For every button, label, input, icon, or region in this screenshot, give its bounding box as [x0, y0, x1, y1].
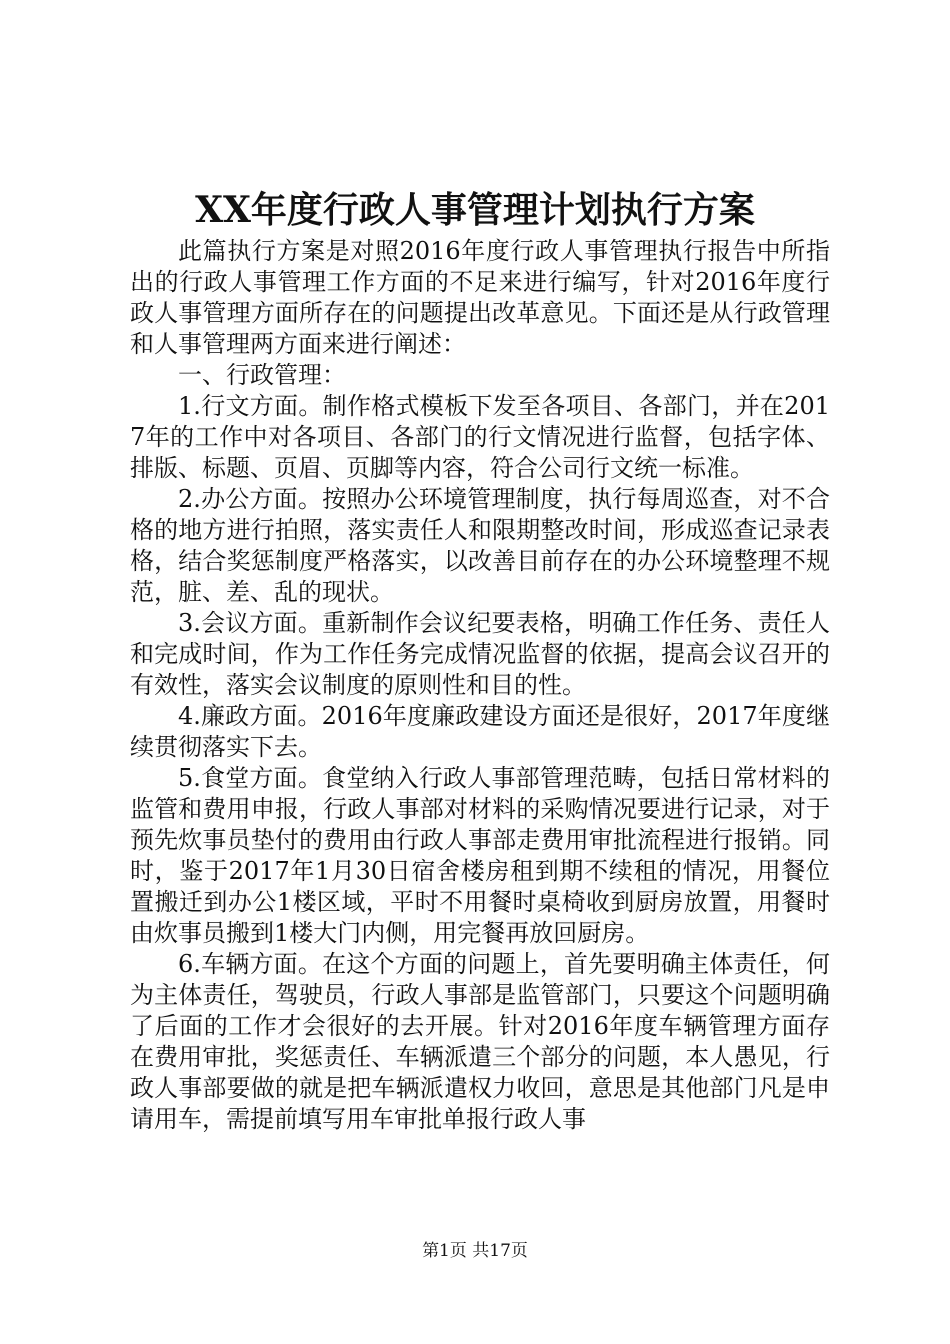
document-title: XX年度行政人事管理计划执行方案 — [195, 189, 755, 231]
paragraph-documents: 1.行文方面。制作格式模板下发至各项目、各部门，并在2017年的工作中对各项目、各部门的行文情况进行监督，包括字体、排版、标题、页眉、页脚等内容，符合公司行文统一标准。 — [130, 392, 830, 482]
paragraph-vehicles: 6.车辆方面。在这个方面的问题上，首先要明确主体责任，何为主体责任，驾驶员，行政人事部是监管部门，只要这个问题明确了后面的工作才会很好的去开展。针对2016年度车辆管理方面存在费用审批，奖惩责任、车辆派遣三个部分的问题，本人愚见，行政人事部要做的就是把车辆派遣权力收回，意思是其他部门凡是申请用车，需提前填写用车审批单报行政人事 — [130, 950, 830, 1133]
paragraph-integrity: 4.廉政方面。2016年度廉政建设方面还是很好，2017年度继续贯彻落实下去。 — [130, 702, 830, 761]
paragraph-canteen: 5.食堂方面。食堂纳入行政人事部管理范畴，包括日常材料的监管和费用申报，行政人事部对材料的采购情况要进行记录，对于预先炊事员垫付的费用由行政人事部走费用审批流程进行报销。同时，鉴于2017年1月30日宿舍楼房租到期不续租的情况，用餐位置搬迁到办公1楼区域，平时不用餐时桌椅收到厨房放置，用餐时由炊事员搬到1楼大门内侧，用完餐再放回厨房。 — [130, 764, 830, 947]
paragraph-office: 2.办公方面。按照办公环境管理制度，执行每周巡查，对不合格的地方进行拍照，落实责任人和限期整改时间，形成巡查记录表格，结合奖惩制度严格落实，以改善目前存在的办公环境整理不规范，脏、差、乱的现状。 — [130, 485, 830, 606]
paragraph-intro: 此篇执行方案是对照2016年度行政人事管理执行报告中所指出的行政人事管理工作方面的不足来进行编写，针对2016年度行政人事管理方面所存在的问题提出改革意见。下面还是从行政管理和人事管理两方面来进行阐述： — [130, 237, 830, 358]
page-footer: 第1页 共17页 — [422, 1241, 528, 1261]
section-heading-administration: 一、行政管理： — [178, 361, 346, 389]
document-body — [130, 236, 830, 1135]
paragraph-meetings: 3.会议方面。重新制作会议纪要表格，明确工作任务、责任人和完成时间，作为工作任务完成情况监督的依据，提高会议召开的有效性，落实会议制度的原则性和目的性。 — [130, 609, 830, 699]
